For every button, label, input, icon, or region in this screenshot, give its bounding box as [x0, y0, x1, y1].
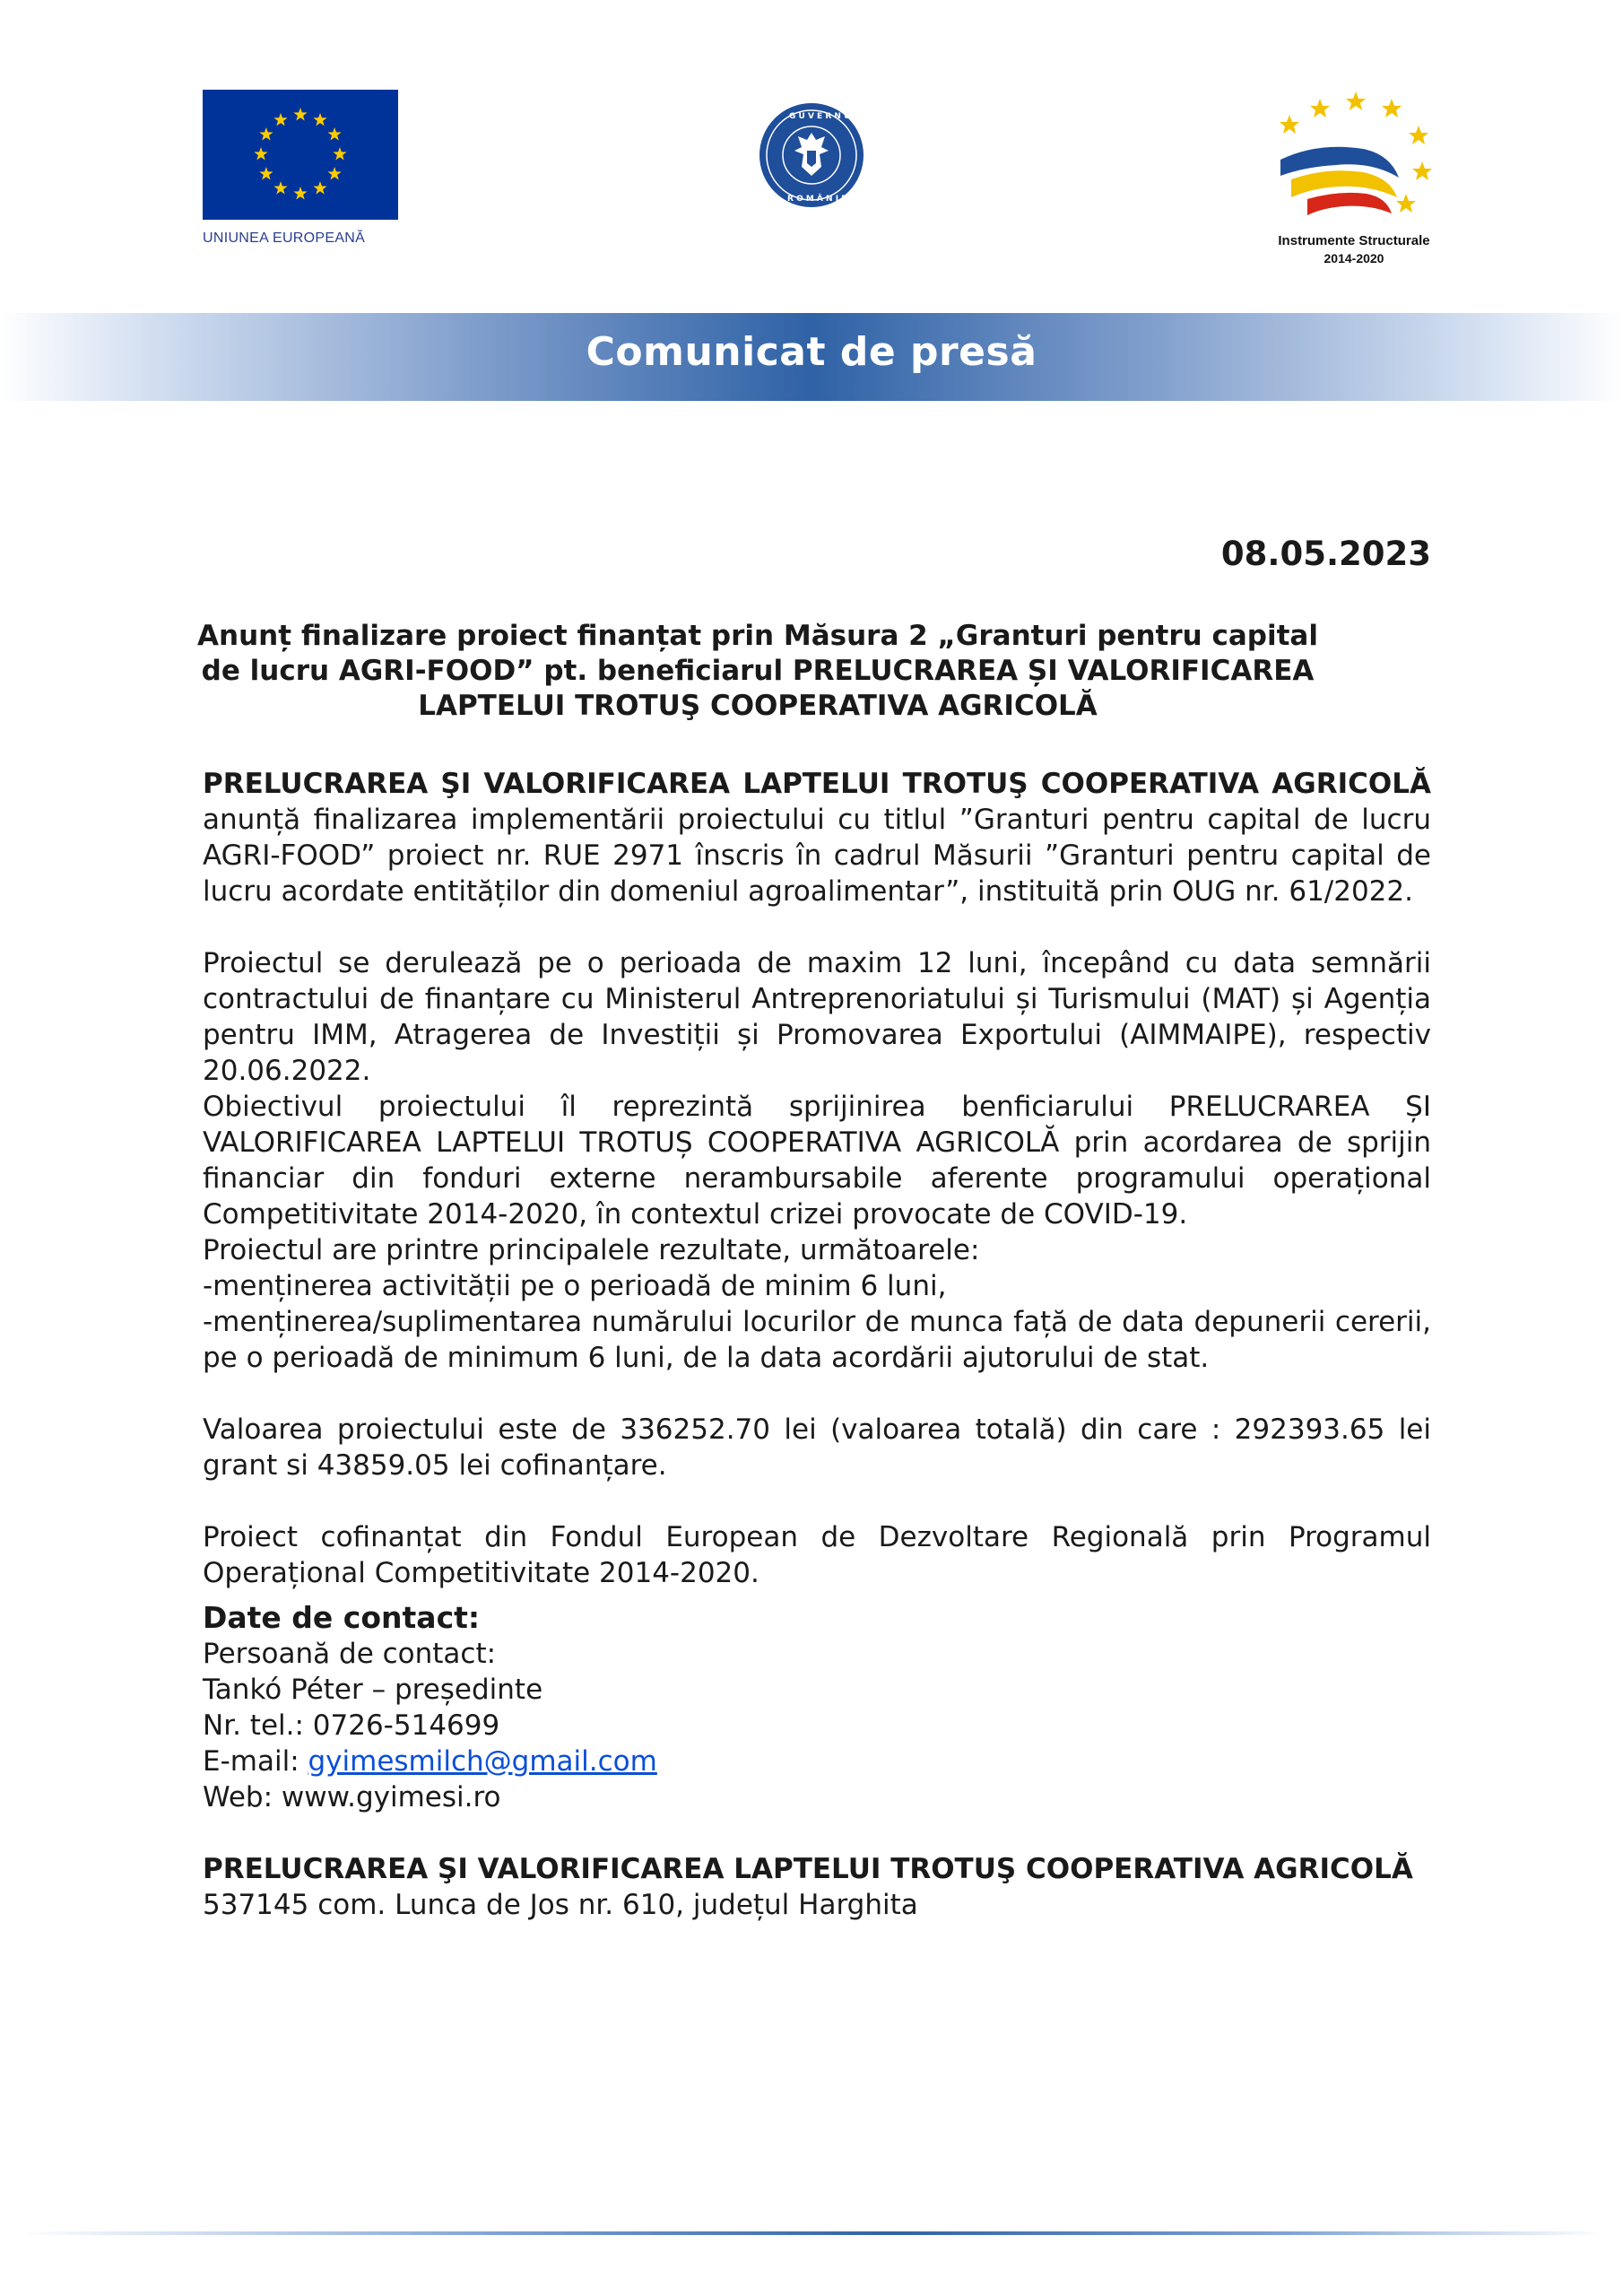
- government-romania-seal-icon: [757, 100, 866, 210]
- eu-star-icon: [259, 127, 273, 140]
- is-caption-title: Instrumente Structurale: [1278, 233, 1430, 248]
- paragraph-announcement: [203, 766, 1431, 909]
- footer-address: 537145 com. Lunca de Jos nr. 610, județul Harghita: [203, 1889, 918, 1921]
- contact-person: Tankó Péter – președinte: [203, 1674, 543, 1706]
- announcement-text: anunță finalizarea implementării proiectului cu titlul ”Granturi pentru capital de lucru AGRI-FOOD” proiect nr. RUE 2971 înscris în cadrul Măsurii ”Granturi pentru capital de lucru acordate entităților din domeniul agroalimentar”, instituită prin OUG nr. 61/2022.: [203, 804, 1431, 908]
- bottom-divider: [18, 2231, 1605, 2235]
- headline: [197, 619, 1318, 724]
- svg-text:G U V E R N U L: G U V E R N U L: [789, 112, 859, 121]
- eu-flag-icon: [203, 90, 398, 220]
- press-release-body: [203, 766, 1431, 1923]
- eu-star-icon: [259, 167, 273, 179]
- release-date: 08.05.2023: [1220, 535, 1431, 573]
- contact-web: Web: www.gyimesi.ro: [203, 1781, 501, 1813]
- eu-star-icon: [273, 113, 287, 126]
- paragraph-duration: Proiectul se derulează pe o perioada de maxim 12 luni, începând cu data semnării contractului de finanțare cu Ministerul Antreprenoriatului și Turismului (MAT) și Agenția pentru IMM, Atragerea de Investiții și Promovarea Exportului (AIMMAIPE), respectiv 20.06.2022.: [203, 947, 1431, 1087]
- paragraph-cofinancing: Proiect cofinanțat din Fondul European de Dezvoltare Regională prin Programul Operațional Competitivitate 2014-2020.: [203, 1521, 1431, 1589]
- headline-line-1: Anunț finalizare proiect finanțat prin Măsura 2 „Granturi pentru capital: [197, 620, 1318, 652]
- eu-star-icon: [273, 181, 287, 194]
- headline-line-2: de lucru AGRI-FOOD” pt. beneficiarul PRELUCRAREA ȘI VALORIFICAREA: [201, 655, 1315, 687]
- beneficiary-name: PRELUCRAREA ŞI VALORIFICAREA LAPTELUI TROTUŞ COOPERATIVA AGRICOLĂ: [203, 768, 1431, 800]
- banner-title: Comunicat de presă: [586, 329, 1037, 375]
- paragraph-results-intro: Proiectul are printre principalele rezultate, următoarele:: [203, 1234, 980, 1266]
- contact-email-link[interactable]: gyimesmilch@gmail.com: [308, 1745, 657, 1778]
- eu-logo: [203, 90, 398, 251]
- is-caption-years: 2014-2020: [1324, 251, 1384, 265]
- eu-star-icon: [254, 147, 267, 160]
- contact-title: Date de contact:: [203, 1600, 481, 1635]
- eu-star-icon: [293, 108, 307, 120]
- paragraph-objective: Obiectivul proiectului îl reprezintă sprijinirea benficiarului PRELUCRAREA ȘI VALORIFICAREA LAPTELUI TROTUȘ COOPERATIVA AGRICOLĂ prin acordarea de sprijin financiar din fonduri externe nerambursabile aferente programului operațional Competitivitate 2014-2020, în contextul crizei provocate de COVID-19.: [203, 1091, 1431, 1231]
- paragraph-value: Valoarea proiectului este de 336252.70 lei (valoarea totală) din care : 292393.65 lei grant si 43859.05 lei cofinanțare.: [203, 1413, 1431, 1482]
- svg-text:R O M Â N I E I: R O M Â N I E I: [787, 195, 853, 204]
- press-release-banner: [0, 313, 1623, 401]
- contact-phone: Nr. tel.: 0726-514699: [203, 1709, 500, 1742]
- eu-star-icon: [293, 187, 307, 199]
- headline-line-3: LAPTELUI TROTUŞ COOPERATIVA AGRICOLĂ: [418, 690, 1098, 722]
- footer-company: PRELUCRAREA ŞI VALORIFICAREA LAPTELUI TROTUŞ COOPERATIVA AGRICOLĂ: [203, 1853, 1413, 1885]
- contact-person-label: Persoană de contact:: [203, 1638, 497, 1670]
- eu-star-icon: [313, 113, 326, 126]
- eu-star-icon: [328, 167, 342, 179]
- eu-star-icon: [313, 181, 326, 194]
- instrumente-structurale-logo: [1255, 79, 1453, 276]
- contact-email-label: E-mail:: [203, 1745, 308, 1778]
- result-item: -menținerea activității pe o perioadă de minim 6 luni,: [203, 1270, 947, 1302]
- instrumente-structurale-icon: [1255, 79, 1453, 231]
- eu-star-icon: [333, 147, 346, 160]
- result-item: -menținerea/suplimentarea numărului locurilor de munca față de data depunerii cererii, pe o perioadă de minimum 6 luni, de la data acordării ajutorului de stat.: [203, 1306, 1431, 1374]
- contact-email-row: [203, 1744, 1431, 1779]
- eu-star-icon: [328, 127, 342, 140]
- eu-caption: UNIUNEA EUROPEANĂ: [203, 230, 366, 246]
